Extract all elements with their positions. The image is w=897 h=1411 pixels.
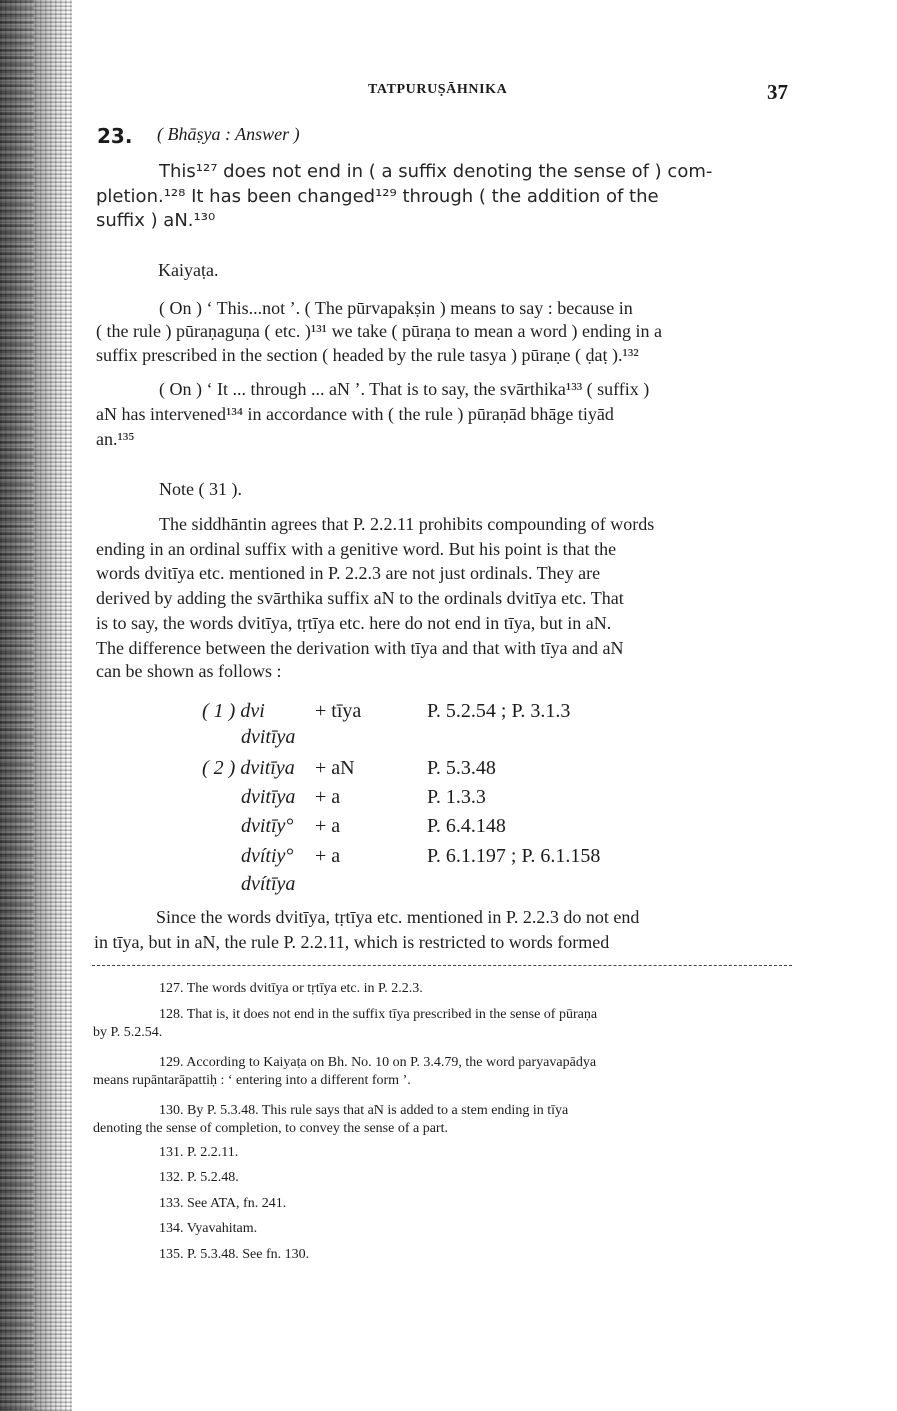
paragraph-line: Since the words dvitīya, tṛtīya etc. mentioned in P. 2.2.3 do not end <box>156 907 640 927</box>
paragraph-line: ( On ) ‘ This...not ’. ( The pūrvapakṣin ) means to say : because in <box>159 298 633 318</box>
page-number: 37 <box>767 80 788 104</box>
derivation-operator: + a <box>315 815 341 837</box>
paragraph-line: The difference between the derivation with tīya and that with tīya and aN <box>96 638 624 658</box>
footnote: 127. The words dvitīya or tṛtīya etc. in P. 2.2.3. <box>159 981 423 996</box>
derivation-rule: P. 1.3.3 <box>427 786 486 808</box>
footnote: 132. P. 5.2.48. <box>159 1170 239 1185</box>
derivation-operator: + tīya <box>315 700 362 722</box>
paragraph-line: is to say, the words dvitīya, tṛtīya etc. here do not end in tīya, but in aN. <box>96 613 612 633</box>
running-header: TATPURUṢĀHNIKA <box>368 82 508 97</box>
paragraph-line: ( On ) ‘ It ... through ... aN ’. That is to say, the svārthika¹³³ ( suffix ) <box>159 379 650 399</box>
derivation-rule: P. 6.1.197 ; P. 6.1.158 <box>427 845 601 867</box>
scan-texture-edge <box>0 0 34 1411</box>
footnote: 134. Vyavahitam. <box>159 1221 258 1236</box>
derivation-rule: P. 6.4.148 <box>427 815 506 837</box>
footnote-separator <box>92 965 792 967</box>
paragraph-line: an.¹³⁵ <box>96 429 135 449</box>
paragraph-line: can be shown as follows : <box>96 661 282 681</box>
note-heading: Note ( 31 ). <box>159 479 242 499</box>
paragraph-line: pletion.¹²⁸ It has been changed¹²⁹ through ( the addition of the <box>96 186 659 207</box>
derivation-left: dvítīya <box>241 873 296 895</box>
footnote-continuation: by P. 5.2.54. <box>93 1025 163 1040</box>
footnote-continuation: denoting the sense of completion, to convey the sense of a part. <box>93 1121 448 1136</box>
paragraph-line: ending in an ordinal suffix with a genitive word. But his point is that the <box>96 539 617 559</box>
paragraph-line: aN has intervened¹³⁴ in accordance with ( the rule ) pūraṇād bhāge tiyād <box>96 404 614 424</box>
derivation-operator: + aN <box>315 757 355 779</box>
derivation-left: dvítiy° <box>241 845 294 867</box>
paragraph-line: derived by adding the svārthika suffix aN to the ordinals dvitīya etc. That <box>96 588 624 608</box>
section-title: ( Bhāṣya : Answer ) <box>157 124 300 144</box>
footnote: 130. By P. 5.3.48. This rule says that aN is added to a stem ending in tīya <box>159 1103 569 1118</box>
footnote: 135. P. 5.3.48. See fn. 130. <box>159 1247 310 1262</box>
derivation-operator: + a <box>315 845 341 867</box>
paragraph-line: words dvitīya etc. mentioned in P. 2.2.3 are not just ordinals. They are <box>96 563 601 583</box>
paragraph-line: in tīya, but in aN, the rule P. 2.2.11, which is restricted to words formed <box>94 932 610 952</box>
derivation-operator: + a <box>315 786 341 808</box>
derivation-left: ( 2 ) dvitīya <box>202 757 295 779</box>
derivation-left: dvitīya <box>241 726 296 748</box>
footnote: 133. See ATA, fn. 241. <box>159 1196 287 1211</box>
derivation-rule: P. 5.3.48 <box>427 757 496 779</box>
paragraph-line: suffix prescribed in the section ( headed by the rule tasya ) pūraṇe ( ḍaṭ ).¹³² <box>96 345 639 365</box>
paragraph-line: suffix ) aN.¹³⁰ <box>96 210 216 231</box>
paragraph-line: The siddhāntin agrees that P. 2.2.11 prohibits compounding of words <box>159 514 655 534</box>
derivation-left: dvitīy° <box>241 815 294 837</box>
footnote: 128. That is, it does not end in the suffix tīya prescribed in the sense of pūraṇa <box>159 1007 598 1022</box>
derivation-left: ( 1 ) dvi <box>202 700 265 722</box>
paragraph-line: ( the rule ) pūraṇaguṇa ( etc. )¹³¹ we take ( pūraṇa to mean a word ) ending in a <box>96 321 662 341</box>
footnote: 131. P. 2.2.11. <box>159 1145 239 1160</box>
derivation-rule: P. 5.2.54 ; P. 3.1.3 <box>427 700 571 722</box>
footnote-continuation: means rupāntarāpattiḥ : ‘ entering into a different form ’. <box>93 1073 411 1088</box>
footnote: 129. According to Kaiyaṭa on Bh. No. 10 on P. 3.4.79, the word paryavapādya <box>159 1055 597 1070</box>
commentary-heading: Kaiyaṭa. <box>158 260 219 280</box>
paragraph-line: This¹²⁷ does not end in ( a suffix denoting the sense of ) com- <box>159 161 713 182</box>
derivation-left: dvitīya <box>241 786 296 808</box>
section-number: 23. <box>97 124 133 148</box>
